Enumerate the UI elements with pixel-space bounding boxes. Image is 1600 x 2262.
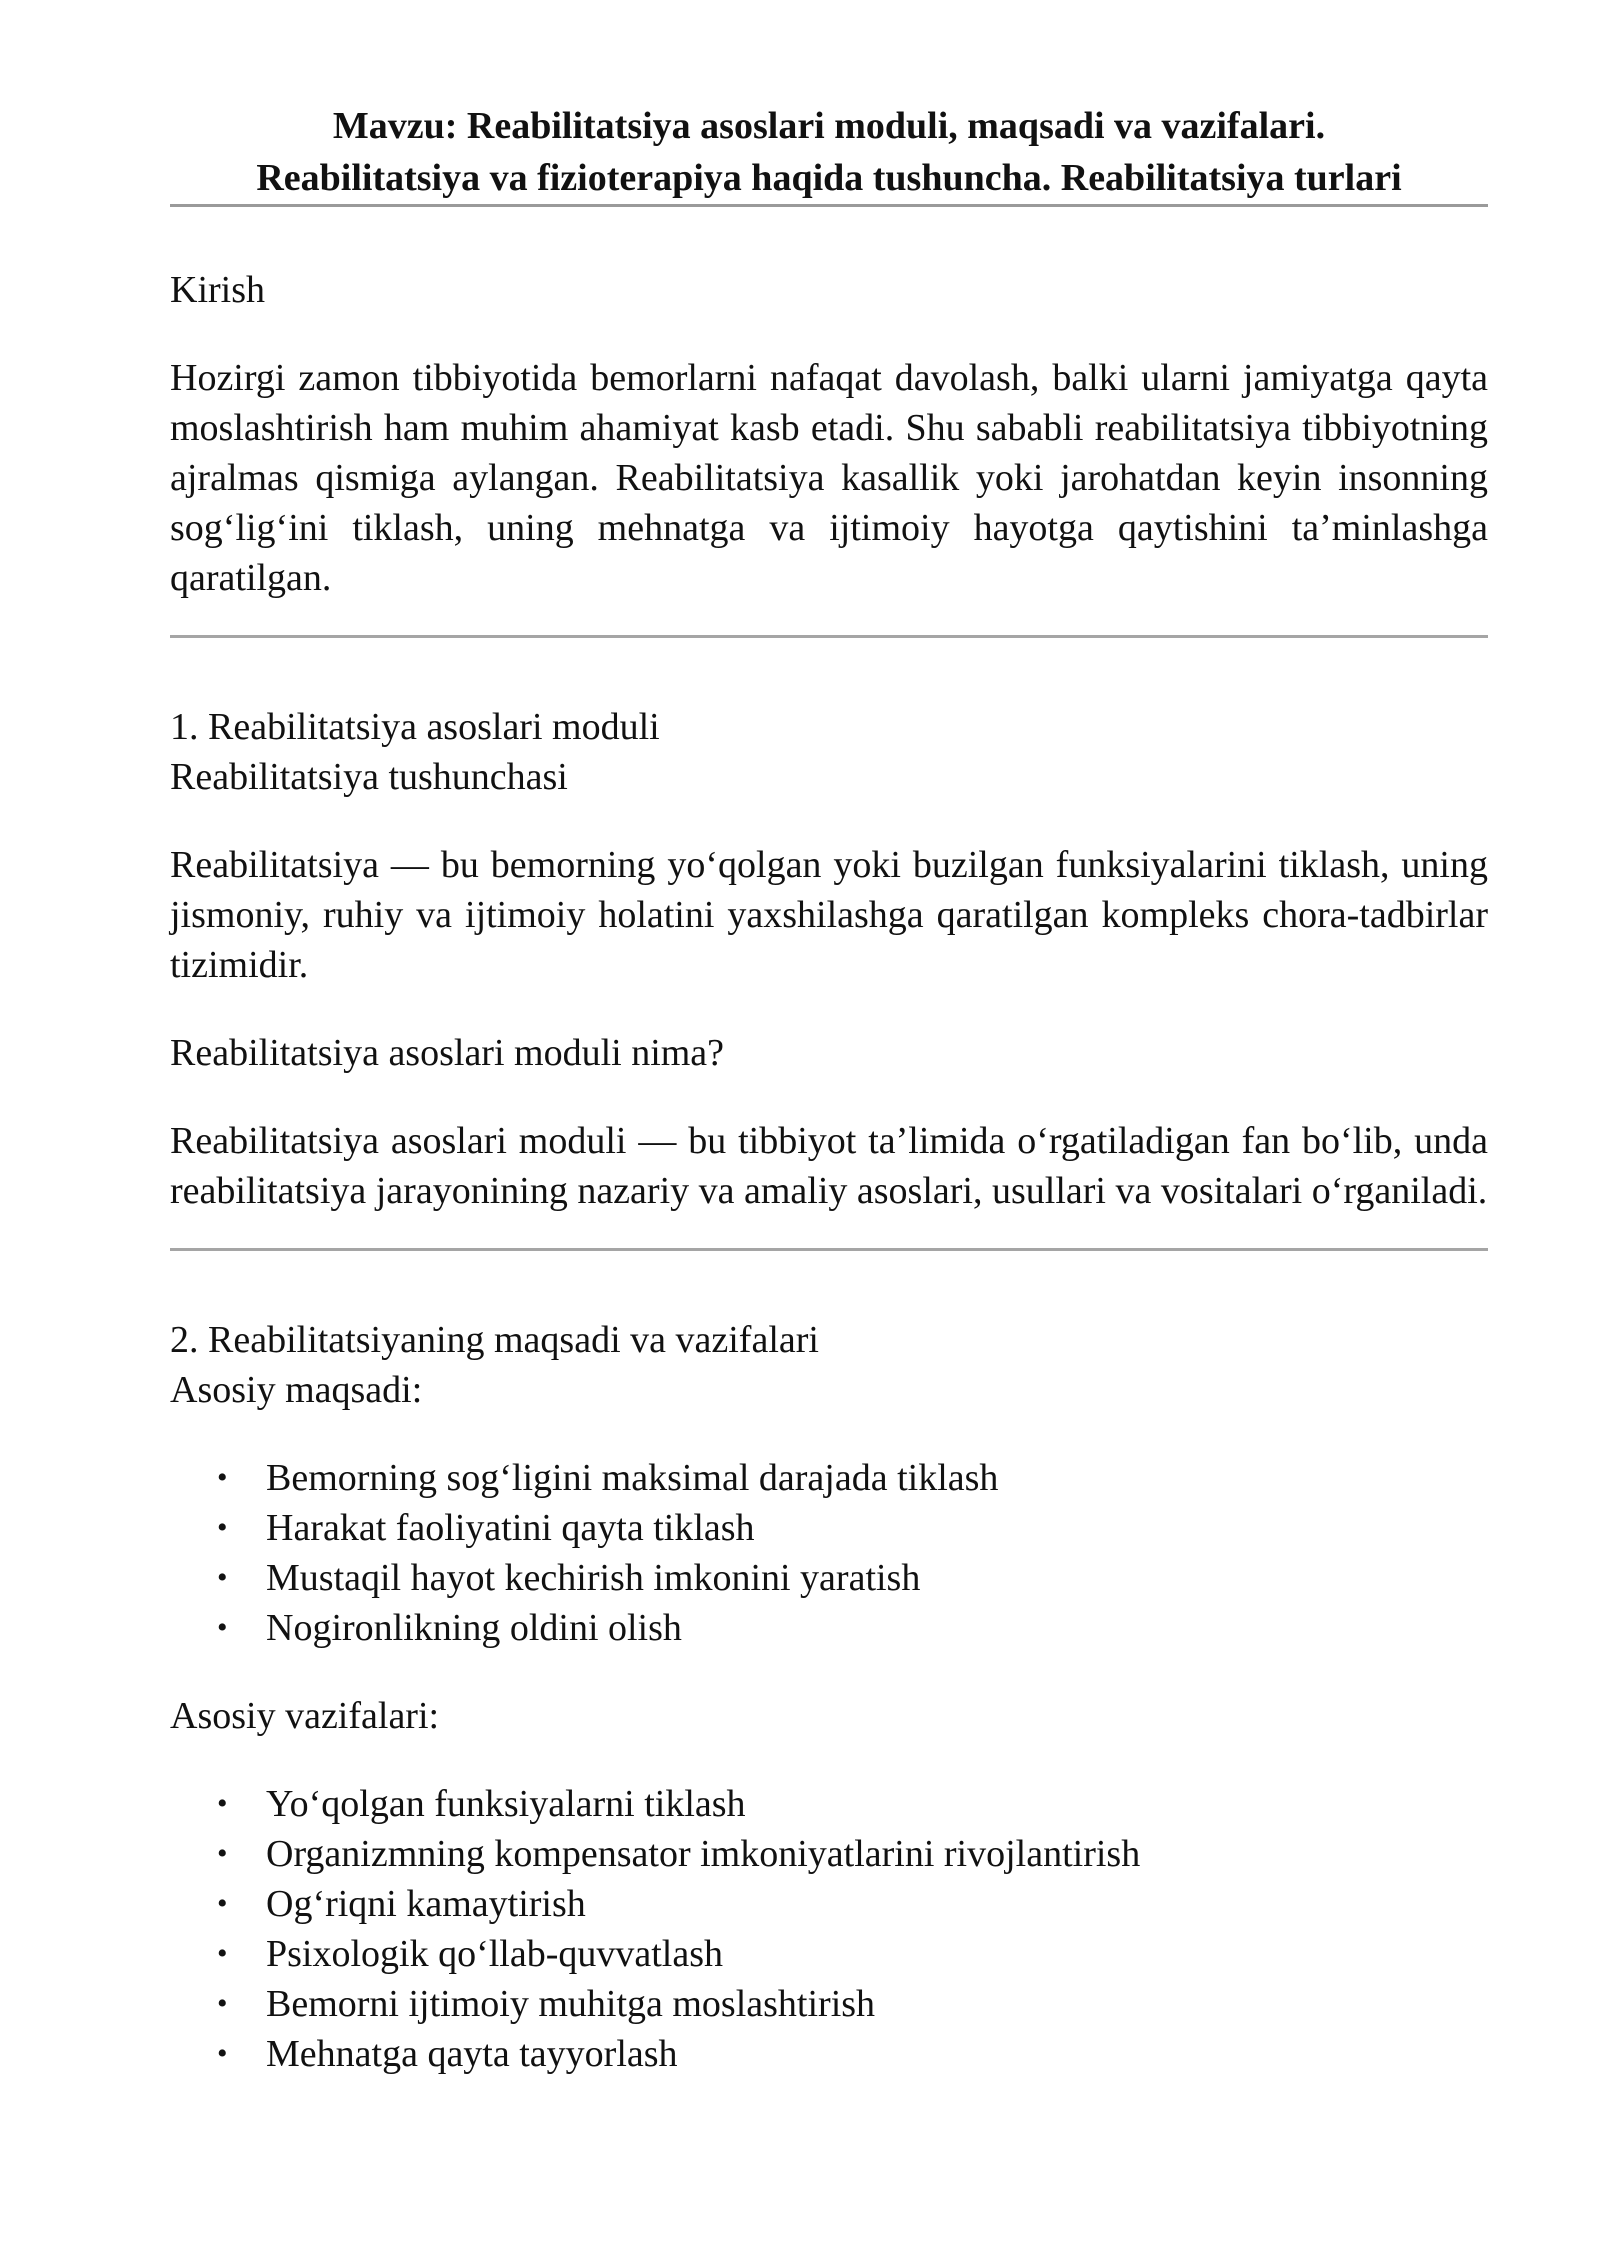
bullet-icon: •: [217, 1611, 228, 1644]
section1-answer: Reabilitatsiya asoslari moduli — bu tibbiyot ta’limida o‘rgatiladigan fan bo‘lib, unda reabilitatsiya jarayonining nazariy va amaliy asoslari, usullari va vositalari o‘rganiladi.: [170, 1120, 1488, 1212]
list-item: [217, 1779, 1488, 1829]
section1-subheading: Reabilitatsiya tushunchasi: [170, 756, 568, 798]
task-text: Mehnatga qayta tayyorlash: [266, 2033, 678, 2075]
list-item: [217, 1553, 1488, 1603]
section2-heading: 2. Reabilitatsiyaning maqsadi va vazifalari: [170, 1319, 819, 1361]
task-text: Og‘riqni kamaytirish: [266, 1883, 586, 1925]
document-title: [170, 100, 1488, 204]
bullet-icon: •: [217, 1561, 228, 1594]
bullet-icon: •: [217, 1887, 228, 1920]
tasks-list: [170, 1779, 1488, 2079]
bullet-icon: •: [217, 1461, 228, 1494]
goals-label: Asosiy maqsadi:: [170, 1369, 423, 1411]
bullet-icon: •: [217, 2037, 228, 2070]
list-item: [217, 1829, 1488, 1879]
tasks-label: Asosiy vazifalari:: [170, 1695, 440, 1737]
section1-heading: 1. Reabilitatsiya asoslari moduli: [170, 706, 660, 748]
task-text: Bemorni ijtimoiy muhitga moslashtirish: [266, 1983, 876, 2025]
goal-text: Nogironlikning oldini olish: [266, 1607, 682, 1649]
goals-list: [170, 1453, 1488, 1653]
title-line-2: Reabilitatsiya va fizioterapiya haqida tushuncha. Reabilitatsiya turlari: [256, 157, 1402, 199]
intro-paragraph: Hozirgi zamon tibbiyotida bemorlarni nafaqat davolash, balki ularni jamiyatga qayta moslashtirish ham muhim ahamiyat kasb etadi. Shu sababli reabilitatsiya tibbiyotning ajralmas qismiga aylangan. Reabilitatsiya kasallik yoki jarohatdan keyin insonning sog‘lig‘ini tiklash, uning mehnatga va ijtimoiy hayotga qaytishini ta’minlashga qaratilgan.: [170, 357, 1488, 599]
goal-text: Mustaqil hayot kechirish imkonini yaratish: [266, 1557, 921, 1599]
section1-definition: Reabilitatsiya — bu bemorning yo‘qolgan yoki buzilgan funksiyalarini tiklash, uning jismoniy, ruhiy va ijtimoiy holatini yaxshilashga qaratilgan kompleks chora-tadbirlar tizimidir.: [170, 844, 1488, 986]
list-item: [217, 2029, 1488, 2079]
task-text: Psixologik qo‘llab-quvvatlash: [266, 1933, 724, 1975]
list-item: [217, 1453, 1488, 1503]
title-line-1: Mavzu: Reabilitatsiya asoslari moduli, maqsadi va vazifalari.: [332, 105, 1326, 147]
task-text: Yo‘qolgan funksiyalarni tiklash: [266, 1783, 746, 1825]
list-item: [217, 1879, 1488, 1929]
list-item: [217, 1503, 1488, 1553]
goal-text: Harakat faoliyatini qayta tiklash: [266, 1507, 755, 1549]
bullet-icon: •: [217, 1837, 228, 1870]
document-page: [170, 100, 1488, 2079]
bullet-icon: •: [217, 1511, 228, 1544]
bullet-icon: •: [217, 1987, 228, 2020]
bullet-icon: •: [217, 1787, 228, 1820]
task-text: Organizmning kompensator imkoniyatlarini rivojlantirish: [266, 1833, 1141, 1875]
list-item: [217, 1929, 1488, 1979]
list-item: [217, 1979, 1488, 2029]
list-item: [217, 1603, 1488, 1653]
bullet-icon: •: [217, 1937, 228, 1970]
section1-question: Reabilitatsiya asoslari moduli nima?: [170, 1032, 725, 1074]
goal-text: Bemorning sog‘ligini maksimal darajada tiklash: [266, 1457, 999, 1499]
intro-heading: Kirish: [170, 269, 265, 311]
